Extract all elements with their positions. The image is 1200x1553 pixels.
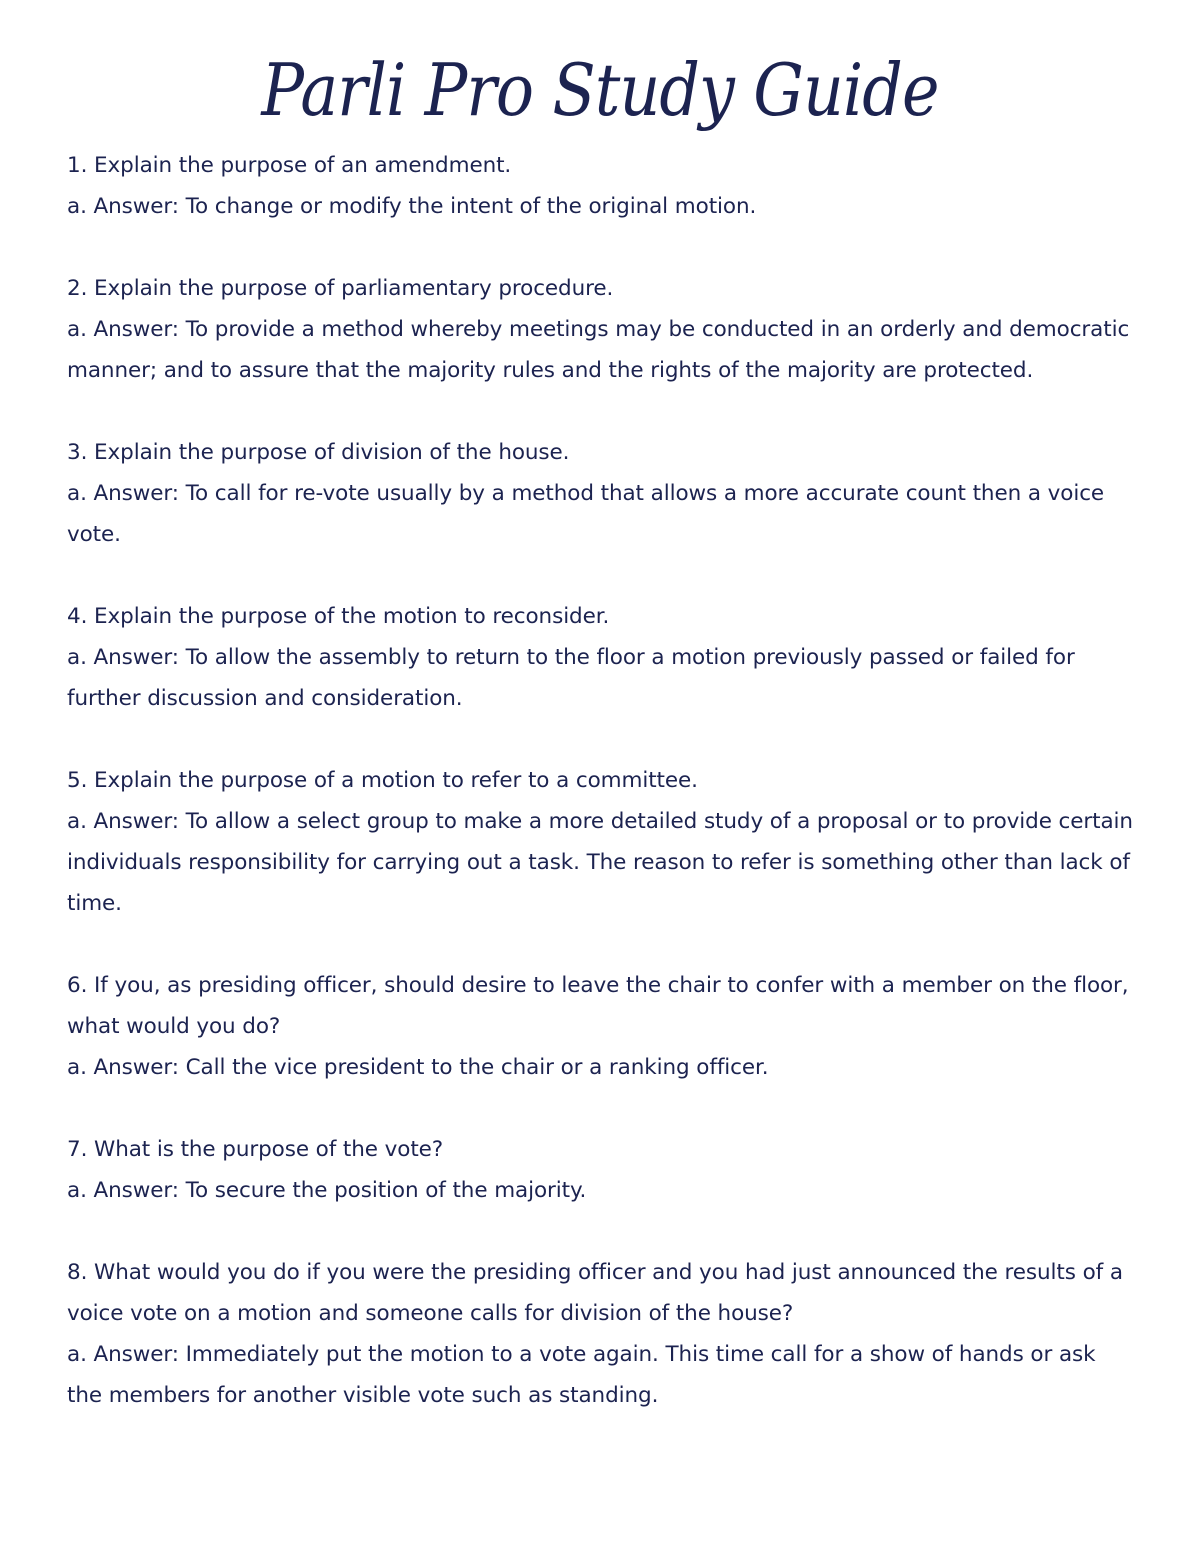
answer-2: a. Answer: To provide a method whereby meetings may be conducted in an orderly and democratic manner; and to assure that the majority rules and the rights of the majority are protected. [67,317,1130,383]
question-7: 7. What is the purpose of the vote? [67,1137,444,1162]
qa-item-2 [67,268,1137,391]
qa-item-3 [67,432,1137,555]
question-2: 2. Explain the purpose of parliamentary procedure. [67,276,614,301]
qa-item-4 [67,596,1137,719]
answer-1: a. Answer: To change or modify the intent of the original motion. [67,194,757,219]
qa-list [67,145,1137,1457]
qa-item-1 [67,145,1137,227]
answer-6: a. Answer: Call the vice president to the chair or a ranking officer. [67,1055,769,1080]
answer-8: a. Answer: Immediately put the motion to a vote again. This time call for a show of hands or ask the members for another visible vote such as standing. [67,1342,1096,1408]
answer-3: a. Answer: To call for re-vote usually by a method that allows a more accurate count then a voice vote. [67,481,1105,547]
answer-7: a. Answer: To secure the position of the majority. [67,1178,587,1203]
question-1: 1. Explain the purpose of an amendment. [67,153,512,178]
qa-item-7 [67,1129,1137,1211]
qa-item-8 [67,1252,1137,1416]
question-6: 6. If you, as presiding officer, should desire to leave the chair to confer with a member on the floor, what would you do? [67,973,1129,1039]
question-5: 5. Explain the purpose of a motion to refer to a committee. [67,768,698,793]
question-3: 3. Explain the purpose of division of the house. [67,440,570,465]
answer-4: a. Answer: To allow the assembly to return to the floor a motion previously passed or failed for further discussion and consideration. [67,645,1075,711]
question-4: 4. Explain the purpose of the motion to reconsider. [67,604,610,629]
question-8: 8. What would you do if you were the presiding officer and you had just announced the results of a voice vote on a motion and someone calls for division of the house? [67,1260,1123,1326]
page-title: Parli Pro Study Guide [261,48,939,132]
qa-item-5 [67,760,1137,924]
answer-5: a. Answer: To allow a select group to make a more detailed study of a proposal or to provide certain individuals responsibility for carrying out a task. The reason to refer is something other than lack of time. [67,809,1133,916]
qa-item-6 [67,965,1137,1088]
